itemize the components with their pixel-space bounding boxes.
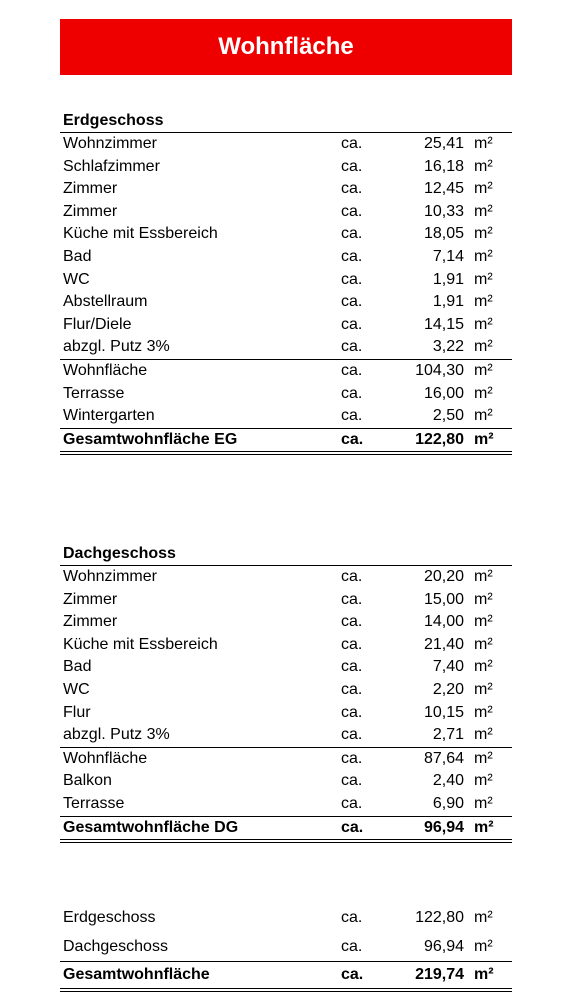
total-label: Gesamtwohnfläche DG — [63, 818, 239, 836]
approx-label: ca. — [341, 157, 363, 175]
table-row — [60, 246, 512, 269]
area-value: 21,40 — [423, 635, 464, 653]
area-value: 1,91 — [432, 293, 464, 311]
unit-label: m² — [474, 270, 493, 288]
table-row — [60, 336, 512, 359]
table-row — [60, 314, 512, 337]
unit-label: m² — [474, 749, 493, 767]
approx-label: ca. — [341, 909, 363, 926]
approx-label: ca. — [341, 726, 363, 744]
area-value: 25,41 — [423, 135, 464, 152]
approx-label: ca. — [341, 338, 363, 356]
unit-label: m² — [474, 202, 493, 220]
unit-label: m² — [474, 407, 493, 425]
approx-label: ca. — [341, 430, 364, 448]
unit-label: m² — [474, 703, 493, 721]
approx-label: ca. — [341, 135, 363, 152]
unit-label: m² — [474, 794, 493, 812]
unit-label: m² — [474, 726, 493, 744]
total-block — [60, 961, 512, 992]
total-row — [60, 962, 512, 988]
area-value: 2,50 — [432, 407, 464, 425]
room-label: abzgl. Putz 3% — [63, 726, 170, 744]
table-row — [60, 566, 512, 589]
area-value: 1,91 — [432, 270, 464, 288]
area-value: 12,45 — [423, 180, 464, 198]
approx-label: ca. — [341, 590, 363, 608]
table-row — [60, 383, 512, 406]
page-title: Wohnfläche — [60, 19, 512, 75]
approx-label: ca. — [341, 772, 363, 790]
room-label: Küche mit Essbereich — [63, 635, 218, 653]
approx-label: ca. — [341, 225, 363, 243]
section-erdgeschoss — [60, 110, 512, 455]
rooms-block — [60, 132, 512, 359]
area-value: 96,94 — [423, 938, 464, 955]
approx-label: ca. — [341, 635, 363, 653]
unit-label: m² — [474, 247, 493, 265]
floor-label: Dachgeschoss — [63, 938, 168, 955]
unit-label: m² — [474, 361, 493, 379]
room-label: Flur — [63, 703, 91, 721]
room-label: Zimmer — [63, 613, 118, 631]
approx-label: ca. — [341, 794, 363, 812]
table-row — [60, 656, 512, 679]
room-label: Balkon — [63, 772, 112, 790]
unit-label: m² — [474, 135, 493, 152]
room-label: Wohnfläche — [63, 749, 148, 767]
area-value: 15,00 — [423, 590, 464, 608]
table-row — [60, 269, 512, 292]
approx-label: ca. — [341, 703, 363, 721]
area-value: 3,22 — [432, 338, 464, 356]
room-label: Flur/Diele — [63, 315, 132, 333]
approx-label: ca. — [341, 315, 363, 333]
total-label: Gesamtwohnfläche EG — [63, 430, 238, 448]
total-label: Gesamtwohnfläche — [63, 966, 210, 983]
floor-label: Erdgeschoss — [63, 909, 156, 926]
room-label: Terrasse — [63, 384, 125, 402]
total-block — [60, 428, 512, 456]
unit-label: m² — [474, 293, 493, 311]
area-value: 122,80 — [415, 909, 464, 926]
unit-label: m² — [474, 613, 493, 631]
table-row — [60, 133, 512, 156]
table-row — [60, 156, 512, 179]
approx-label: ca. — [341, 202, 363, 220]
unit-label: m² — [474, 680, 493, 698]
unit-label: m² — [474, 225, 493, 243]
unit-label: m² — [474, 430, 494, 448]
area-value: 6,90 — [432, 794, 464, 812]
unit-label: m² — [474, 909, 493, 926]
area-value: 2,71 — [432, 726, 464, 744]
area-value: 14,00 — [423, 613, 464, 631]
unit-label: m² — [474, 590, 493, 608]
approx-label: ca. — [341, 658, 363, 676]
table-row — [60, 793, 512, 816]
table-row — [60, 611, 512, 634]
room-label: WC — [63, 270, 90, 288]
section-heading: Dachgeschoss — [63, 545, 176, 562]
approx-label: ca. — [341, 938, 363, 955]
table-row — [60, 223, 512, 246]
table-row — [60, 291, 512, 314]
approx-label: ca. — [341, 361, 363, 379]
area-value: 104,30 — [415, 361, 464, 379]
area-value: 7,40 — [432, 658, 464, 676]
table-row — [60, 679, 512, 702]
total-row — [60, 429, 512, 452]
room-label: Wohnfläche — [63, 361, 148, 379]
area-value: 14,15 — [423, 315, 464, 333]
room-label: Zimmer — [63, 180, 118, 198]
unit-label: m² — [474, 635, 493, 653]
table-row — [60, 903, 512, 932]
approx-label: ca. — [341, 966, 364, 983]
section-summary — [60, 903, 512, 992]
room-label: Bad — [63, 247, 92, 265]
area-value: 16,18 — [423, 157, 464, 175]
rooms-block — [60, 565, 512, 747]
approx-label: ca. — [341, 247, 363, 265]
room-label: Wohnzimmer — [63, 135, 157, 152]
table-row — [60, 634, 512, 657]
table-row — [60, 178, 512, 201]
approx-label: ca. — [341, 407, 363, 425]
extras-block — [60, 747, 512, 816]
area-value: 2,40 — [432, 772, 464, 790]
unit-label: m² — [474, 658, 493, 676]
approx-label: ca. — [341, 293, 363, 311]
room-label: abzgl. Putz 3% — [63, 338, 170, 356]
unit-label: m² — [474, 384, 493, 402]
approx-label: ca. — [341, 680, 363, 698]
table-row — [60, 201, 512, 224]
extras-block — [60, 359, 512, 428]
room-label: Wohnzimmer — [63, 568, 157, 585]
table-row — [60, 748, 512, 771]
approx-label: ca. — [341, 749, 363, 767]
area-value: 18,05 — [423, 225, 464, 243]
approx-label: ca. — [341, 180, 363, 198]
table-row — [60, 724, 512, 747]
unit-label: m² — [474, 338, 493, 356]
unit-label: m² — [474, 772, 493, 790]
total-row — [60, 817, 512, 840]
unit-label: m² — [474, 157, 493, 175]
unit-label: m² — [474, 568, 493, 585]
area-value: 7,14 — [432, 247, 464, 265]
unit-label: m² — [474, 966, 494, 983]
area-value: 20,20 — [423, 568, 464, 585]
room-label: Zimmer — [63, 202, 118, 220]
unit-label: m² — [474, 818, 494, 836]
approx-label: ca. — [341, 384, 363, 402]
approx-label: ca. — [341, 818, 364, 836]
area-value: 16,00 — [423, 384, 464, 402]
room-label: Bad — [63, 658, 92, 676]
room-label: WC — [63, 680, 90, 698]
unit-label: m² — [474, 315, 493, 333]
table-row — [60, 405, 512, 428]
room-label: Wintergarten — [63, 407, 155, 425]
total-value: 96,94 — [423, 818, 464, 836]
room-label: Schlafzimmer — [63, 157, 160, 175]
approx-label: ca. — [341, 613, 363, 631]
room-label: Küche mit Essbereich — [63, 225, 218, 243]
table-row — [60, 360, 512, 383]
approx-label: ca. — [341, 270, 363, 288]
table-row — [60, 589, 512, 612]
room-label: Abstellraum — [63, 293, 148, 311]
room-label: Zimmer — [63, 590, 118, 608]
total-value: 219,74 — [415, 966, 464, 983]
area-value: 87,64 — [423, 749, 464, 767]
room-label: Terrasse — [63, 794, 125, 812]
table-row — [60, 770, 512, 793]
area-value: 10,15 — [423, 703, 464, 721]
area-value: 10,33 — [423, 202, 464, 220]
table-row — [60, 932, 512, 961]
section-dachgeschoss — [60, 543, 512, 843]
total-value: 122,80 — [415, 430, 464, 448]
unit-label: m² — [474, 180, 493, 198]
table-row — [60, 702, 512, 725]
section-heading: Erdgeschoss — [63, 112, 164, 129]
total-block — [60, 816, 512, 844]
unit-label: m² — [474, 938, 493, 955]
area-value: 2,20 — [432, 680, 464, 698]
approx-label: ca. — [341, 568, 363, 585]
